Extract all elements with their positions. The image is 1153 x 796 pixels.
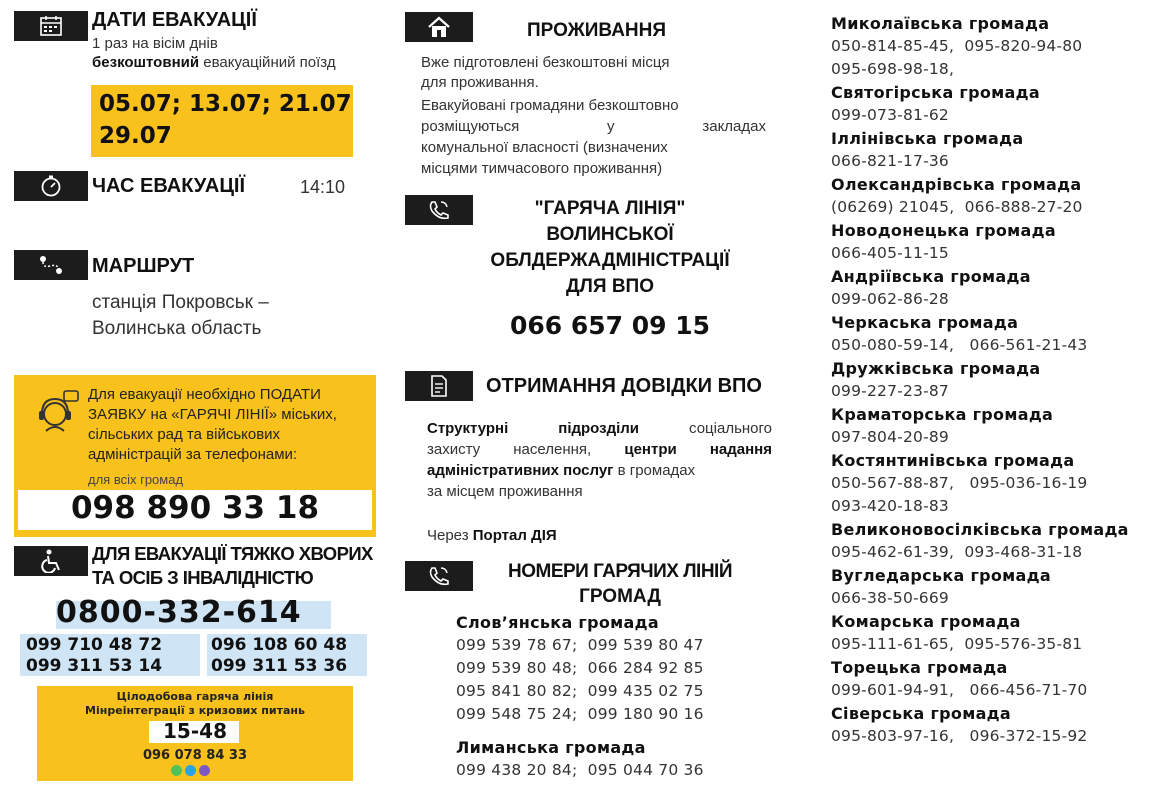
group-name: Черкаська громада bbox=[831, 313, 1019, 332]
dates-frequency: 1 раз на вісім днів bbox=[92, 35, 218, 52]
group-numbers: 095 841 80 82; 099 435 02 75 bbox=[456, 682, 704, 700]
hotline-line-4: ДЛЯ ВПО bbox=[566, 276, 654, 297]
group-name: Новодонецька громада bbox=[831, 221, 1056, 240]
group-name: Костянтинівська громада bbox=[831, 451, 1075, 470]
ministry-short-number: 15-48 bbox=[163, 719, 227, 743]
application-phone-strip bbox=[18, 490, 372, 530]
hotline-line-3: ОБЛДЕРЖАДМІНІСТРАЦІЇ bbox=[490, 250, 730, 271]
certificate-line-3-bold: адміністративних послуг bbox=[427, 462, 614, 479]
stopwatch-icon bbox=[14, 171, 88, 201]
disabled-phone-2: 099 311 53 14 bbox=[26, 656, 163, 676]
housing-heading: ПРОЖИВАННЯ bbox=[527, 20, 667, 41]
dates-train-note bbox=[92, 54, 336, 71]
route-heading: МАРШРУТ bbox=[92, 255, 195, 277]
wheelchair-icon bbox=[14, 546, 88, 576]
route-icon bbox=[14, 250, 88, 280]
certificate-line-3 bbox=[427, 462, 772, 479]
certificate-line-2-rest: захисту населення, bbox=[427, 441, 625, 458]
group-numbers: (06269) 21045, 066-888-27-20 bbox=[831, 198, 1083, 216]
dates-box bbox=[91, 85, 353, 157]
house-icon bbox=[405, 12, 473, 42]
group-numbers: 099 438 20 84; 095 044 70 36 bbox=[456, 761, 704, 779]
group-name: Олександрівська громада bbox=[831, 175, 1082, 194]
dates-list-2: 29.07 bbox=[99, 123, 172, 149]
group-numbers: 095-698-98-18, bbox=[831, 60, 955, 78]
disabled-phone-4: 099 311 53 36 bbox=[211, 656, 348, 676]
application-text-3: сільських рад та військових bbox=[88, 426, 281, 443]
time-heading: ЧАС ЕВАКУАЦІЇ bbox=[92, 175, 245, 197]
application-box bbox=[14, 375, 376, 537]
dates-list-1: 05.07; 13.07; 21.07 bbox=[99, 91, 352, 117]
route-line-2: Волинська область bbox=[92, 318, 262, 339]
group-numbers: 050-567-88-87, 095-036-16-19 bbox=[831, 474, 1088, 492]
group-numbers: 099 548 75 24; 099 180 90 16 bbox=[456, 705, 704, 723]
group-numbers: 095-111-61-65, 095-576-35-81 bbox=[831, 635, 1083, 653]
operator-icon bbox=[32, 389, 82, 439]
hotline-line-1: "ГАРЯЧА ЛІНІЯ" bbox=[534, 198, 686, 219]
group-name: Краматорська громада bbox=[831, 405, 1054, 424]
viber-icon bbox=[199, 765, 210, 776]
group-name: Торецька громада bbox=[831, 658, 1008, 677]
group-numbers: 099-227-23-87 bbox=[831, 382, 949, 400]
hotline-phone: 066 657 09 15 bbox=[509, 311, 711, 340]
group-numbers: 066-38-50-669 bbox=[831, 589, 949, 607]
dates-free-word: безкоштовний bbox=[92, 54, 200, 71]
time-value: 14:10 bbox=[300, 177, 346, 197]
group-name: Андріївська громада bbox=[831, 267, 1031, 286]
group-name: Лиманська громада bbox=[456, 738, 646, 757]
dates-train-text: евакуаційний поїзд bbox=[199, 54, 336, 71]
group-name: Слов’янська громада bbox=[456, 613, 659, 632]
disabled-main-phone: 0800-332-614 bbox=[56, 595, 302, 630]
disabled-phone-1: 099 710 48 72 bbox=[26, 635, 163, 655]
certificate-line-1-bold: Структурні підрозділи bbox=[427, 420, 640, 437]
whatsapp-icon bbox=[171, 765, 182, 776]
certificate-line-2-bold: центри надання bbox=[624, 441, 772, 458]
group-numbers: 066-821-17-36 bbox=[831, 152, 949, 170]
group-numbers: 099-601-94-91, 066-456-71-70 bbox=[831, 681, 1088, 699]
calendar-icon bbox=[14, 11, 88, 41]
group-numbers: 050-814-85-45, 095-820-94-80 bbox=[831, 37, 1083, 55]
group-name: Сіверська громада bbox=[831, 704, 1011, 723]
group-numbers: 093-420-18-83 bbox=[831, 497, 949, 515]
application-text-4: адміністрацій за телефонами: bbox=[88, 446, 298, 463]
route-line-1: станція Покровськ – bbox=[92, 292, 269, 313]
group-name: Миколаївська громада bbox=[831, 14, 1050, 33]
application-text-1: Для евакуації необхідно ПОДАТИ bbox=[88, 386, 321, 403]
hotline-line-2: ВОЛИНСЬКОЇ bbox=[546, 224, 674, 245]
disabled-heading-1: ДЛЯ ЕВАКУАЦІЇ ТЯЖКО ХВОРИХ bbox=[92, 543, 373, 564]
certificate-line-1 bbox=[427, 420, 772, 437]
certificate-portal bbox=[427, 527, 557, 544]
phone-icon bbox=[405, 561, 473, 591]
ministry-line-1: Цілодобова гаряча лінія bbox=[116, 690, 274, 703]
group-name: Комарська громада bbox=[831, 612, 1021, 631]
certificate-line-2 bbox=[427, 441, 772, 458]
group-name: Вугледарська громада bbox=[831, 566, 1051, 585]
disabled-phone-3: 096 108 60 48 bbox=[211, 635, 348, 655]
group-numbers: 066-405-11-15 bbox=[831, 244, 949, 262]
certificate-heading: ОТРИМАННЯ ДОВІДКИ ВПО bbox=[486, 375, 762, 397]
ministry-box bbox=[37, 686, 353, 781]
group-numbers: 099 539 80 48; 066 284 92 85 bbox=[456, 659, 704, 677]
group-name: Святогірська громада bbox=[831, 83, 1040, 102]
group-numbers: 050-080-59-14, 066-561-21-43 bbox=[831, 336, 1088, 354]
housing-p2-line2: розміщуються у закладах bbox=[421, 118, 766, 135]
messenger-icons bbox=[171, 765, 221, 777]
group-name: Іллінівська громада bbox=[831, 129, 1024, 148]
group-numbers: 095-803-97-16, 096-372-15-92 bbox=[831, 727, 1088, 745]
document-icon bbox=[405, 371, 473, 401]
certificate-portal-pre: Через bbox=[427, 527, 473, 544]
application-phone: 098 890 33 18 bbox=[70, 490, 320, 526]
disabled-heading-2: ТА ОСІБ З ІНВАЛІДНІСТЮ bbox=[92, 567, 314, 588]
certificate-line-1-rest: соціального bbox=[639, 420, 772, 437]
housing-p1-line1: Вже підготовлені безкоштовні місця bbox=[421, 54, 670, 71]
group-numbers: 099-062-86-28 bbox=[831, 290, 949, 308]
certificate-line-3-rest: в громадах bbox=[613, 462, 696, 479]
housing-p1-line2: для проживання. bbox=[421, 74, 539, 91]
group-numbers: 095-462-61-39, 093-468-31-18 bbox=[831, 543, 1083, 561]
certificate-portal-name: Портал ДІЯ bbox=[472, 527, 557, 544]
certificate-line-4: за місцем проживання bbox=[427, 483, 583, 500]
ministry-phone: 096 078 84 33 bbox=[142, 748, 248, 763]
housing-p2-line1: Евакуйовані громадяни безкоштовно bbox=[421, 97, 679, 114]
housing-p2-line3: комунальної власності (визначених bbox=[421, 139, 668, 156]
community-heading-2: ГРОМАД bbox=[579, 586, 661, 607]
housing-p2-line4: місцями тимчасового проживання) bbox=[421, 160, 663, 177]
telegram-icon bbox=[185, 765, 196, 776]
dates-heading: ДАТИ ЕВАКУАЦІЇ bbox=[92, 9, 257, 31]
community-heading-1: НОМЕРИ ГАРЯЧИХ ЛІНІЙ bbox=[508, 561, 732, 582]
group-name: Дружківська громада bbox=[831, 359, 1041, 378]
group-numbers: 099-073-81-62 bbox=[831, 106, 949, 124]
application-for-all: для всіх громад bbox=[88, 472, 184, 487]
ministry-line-2: Мінреінтеграції з кризових питань bbox=[85, 704, 305, 717]
group-name: Великоновосілківська громада bbox=[831, 520, 1129, 539]
group-numbers: 099 539 78 67; 099 539 80 47 bbox=[456, 636, 704, 654]
group-numbers: 097-804-20-89 bbox=[831, 428, 949, 446]
application-text-2: ЗАЯВКУ на «ГАРЯЧІ ЛІНІЇ» міських, bbox=[88, 406, 337, 423]
